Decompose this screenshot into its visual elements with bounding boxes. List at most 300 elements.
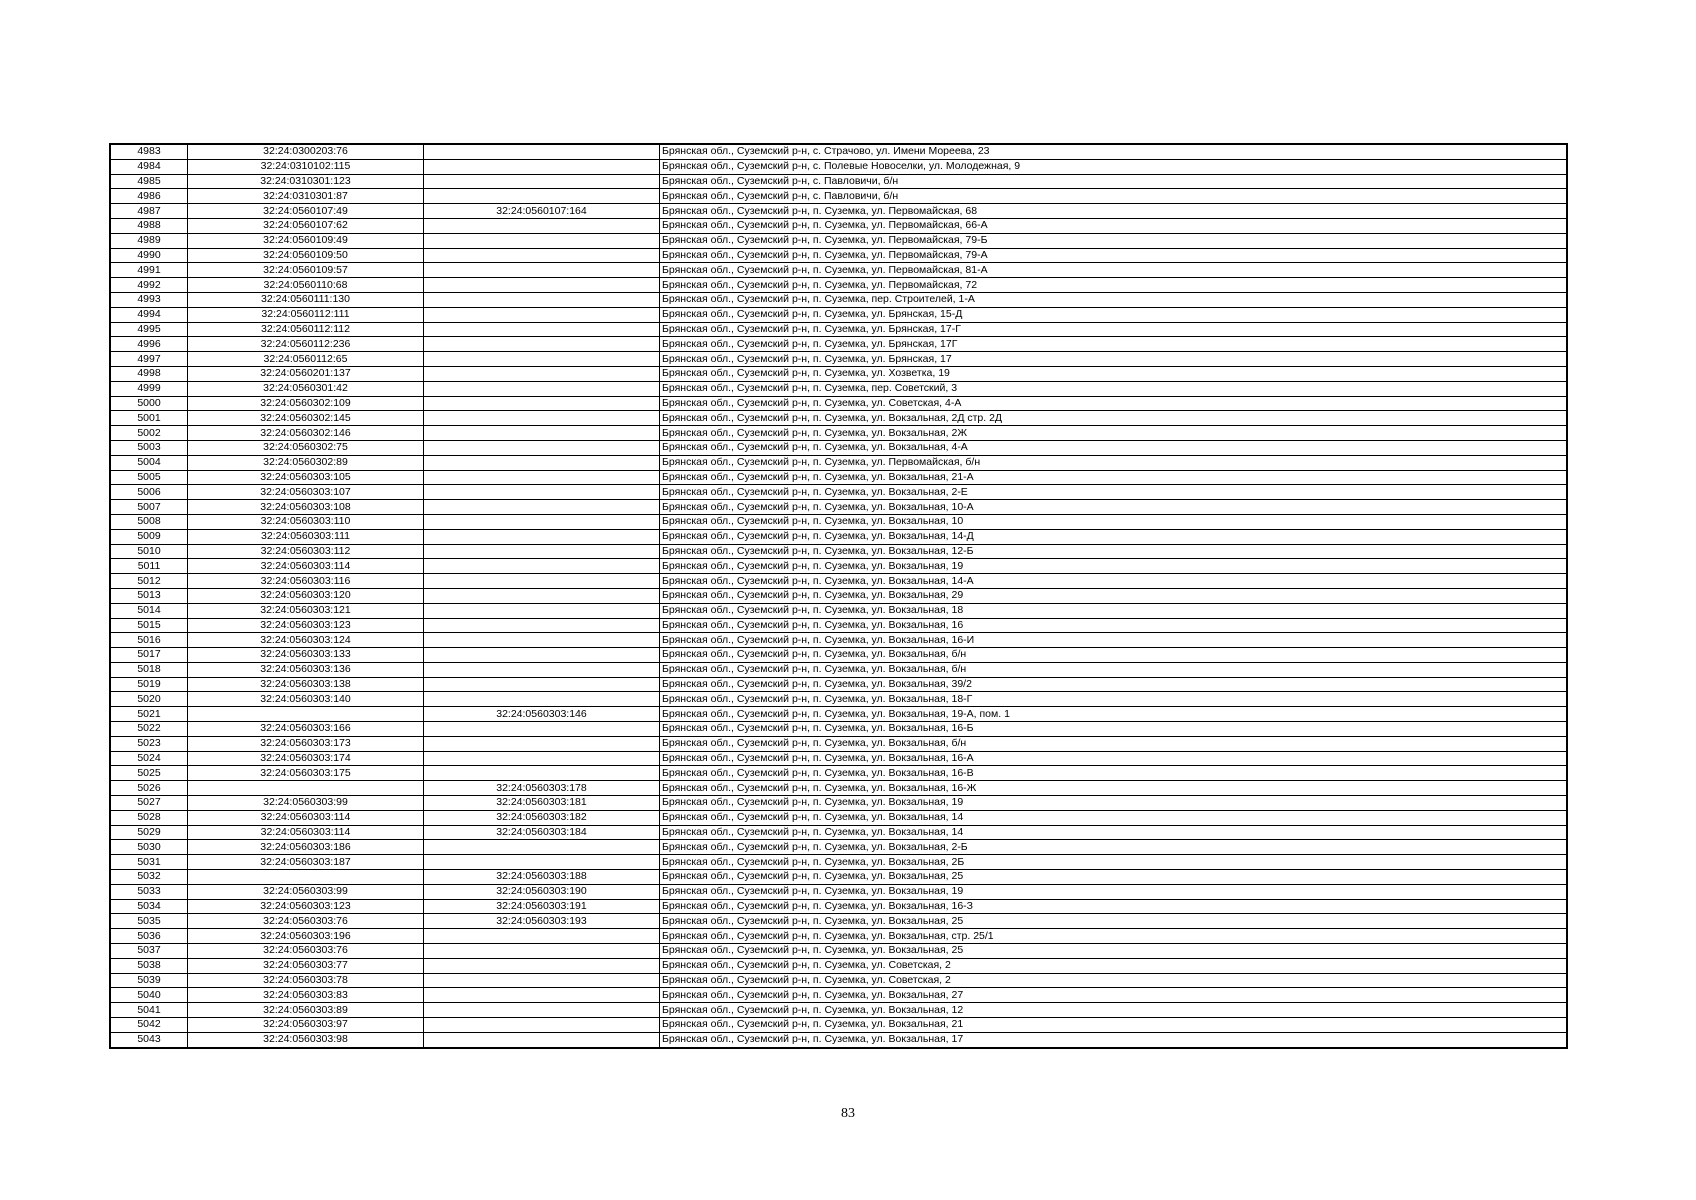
row-number-cell: 5018: [110, 662, 188, 677]
address-cell: Брянская обл., Суземский р-н, п. Суземка, ул. Вокзальная, 14-А: [660, 574, 1568, 589]
address-cell: Брянская обл., Суземский р-н, п. Суземка, ул. Вокзальная, б/н: [660, 736, 1568, 751]
table-row: [110, 677, 1567, 692]
address-cell: Брянская обл., Суземский р-н, п. Суземка, ул. Брянская, 15-Д: [660, 307, 1568, 322]
row-number-cell: 4984: [110, 159, 188, 174]
table-row: [110, 307, 1567, 322]
table-row: [110, 722, 1567, 737]
row-number-cell: 5024: [110, 751, 188, 766]
address-cell: Брянская обл., Суземский р-н, п. Суземка, ул. Вокзальная, 25: [660, 944, 1568, 959]
row-number-cell: 4994: [110, 307, 188, 322]
address-cell: Брянская обл., Суземский р-н, п. Суземка, ул. Вокзальная, 2Д стр. 2Д: [660, 411, 1568, 426]
row-number-cell: 4989: [110, 233, 188, 248]
row-number-cell: 5027: [110, 796, 188, 811]
row-number-cell: 5012: [110, 574, 188, 589]
address-cell: Брянская обл., Суземский р-н, п. Суземка, ул. Вокзальная, 39/2: [660, 677, 1568, 692]
row-number-cell: 4983: [110, 144, 188, 159]
related-cadastral-number-cell: [424, 233, 660, 248]
table-row: [110, 263, 1567, 278]
row-number-cell: 4987: [110, 204, 188, 219]
table-row: [110, 588, 1567, 603]
related-cadastral-number-cell: [424, 973, 660, 988]
cadastral-number-cell: 32:24:0560303:107: [188, 485, 424, 500]
related-cadastral-number-cell: [424, 662, 660, 677]
related-cadastral-number-cell: [424, 603, 660, 618]
cadastral-number-cell: 32:24:0560112:112: [188, 322, 424, 337]
related-cadastral-number-cell: 32:24:0560303:188: [424, 870, 660, 885]
row-number-cell: 5028: [110, 810, 188, 825]
cadastral-number-cell: 32:24:0560303:114: [188, 559, 424, 574]
table-row: [110, 189, 1567, 204]
related-cadastral-number-cell: [424, 529, 660, 544]
table-row: [110, 973, 1567, 988]
cadastral-number-cell: 32:24:0560303:108: [188, 500, 424, 515]
related-cadastral-number-cell: [424, 648, 660, 663]
related-cadastral-number-cell: [424, 485, 660, 500]
table-row: [110, 278, 1567, 293]
table-row: [110, 825, 1567, 840]
row-number-cell: 5037: [110, 944, 188, 959]
address-cell: Брянская обл., Суземский р-н, п. Суземка, пер. Советский, 3: [660, 381, 1568, 396]
cadastral-number-cell: 32:24:0560303:166: [188, 722, 424, 737]
table-row: [110, 884, 1567, 899]
address-cell: Брянская обл., Суземский р-н, п. Суземка, ул. Вокзальная, 2Ж: [660, 426, 1568, 441]
related-cadastral-number-cell: [424, 544, 660, 559]
related-cadastral-number-cell: [424, 426, 660, 441]
row-number-cell: 5002: [110, 426, 188, 441]
address-cell: Брянская обл., Суземский р-н, п. Суземка, ул. Вокзальная, 29: [660, 588, 1568, 603]
related-cadastral-number-cell: [424, 248, 660, 263]
cadastral-number-cell: 32:24:0560303:110: [188, 514, 424, 529]
row-number-cell: 5017: [110, 648, 188, 663]
table-row: [110, 366, 1567, 381]
row-number-cell: 5033: [110, 884, 188, 899]
cadastral-number-cell: 32:24:0560302:75: [188, 440, 424, 455]
cadastral-number-cell: 32:24:0560109:50: [188, 248, 424, 263]
row-number-cell: 4990: [110, 248, 188, 263]
row-number-cell: 5014: [110, 603, 188, 618]
address-cell: Брянская обл., Суземский р-н, п. Суземка, ул. Брянская, 17-Г: [660, 322, 1568, 337]
related-cadastral-number-cell: [424, 159, 660, 174]
related-cadastral-number-cell: 32:24:0560303:184: [424, 825, 660, 840]
address-cell: Брянская обл., Суземский р-н, п. Суземка, ул. Советская, 4-А: [660, 396, 1568, 411]
related-cadastral-number-cell: [424, 455, 660, 470]
related-cadastral-number-cell: 32:24:0560303:191: [424, 899, 660, 914]
related-cadastral-number-cell: 32:24:0560303:193: [424, 914, 660, 929]
table-row: [110, 559, 1567, 574]
row-number-cell: 4992: [110, 278, 188, 293]
address-cell: Брянская обл., Суземский р-н, п. Суземка, ул. Вокзальная, 2-Е: [660, 485, 1568, 500]
cadastral-number-cell: 32:24:0560302:109: [188, 396, 424, 411]
related-cadastral-number-cell: [424, 855, 660, 870]
row-number-cell: 5016: [110, 633, 188, 648]
cadastral-number-cell: 32:24:0560107:49: [188, 204, 424, 219]
address-cell: Брянская обл., Суземский р-н, п. Суземка, ул. Советская, 2: [660, 973, 1568, 988]
table-row: [110, 248, 1567, 263]
address-cell: Брянская обл., Суземский р-н, п. Суземка, ул. Вокзальная, 19: [660, 796, 1568, 811]
related-cadastral-number-cell: [424, 514, 660, 529]
cadastral-number-cell: 32:24:0560302:89: [188, 455, 424, 470]
related-cadastral-number-cell: [424, 944, 660, 959]
row-number-cell: 5022: [110, 722, 188, 737]
table-row: [110, 470, 1567, 485]
cadastral-number-cell: 32:24:0560303:114: [188, 810, 424, 825]
row-number-cell: 4993: [110, 292, 188, 307]
row-number-cell: 5023: [110, 736, 188, 751]
registry-table: [109, 143, 1568, 1049]
address-cell: Брянская обл., Суземский р-н, п. Суземка, ул. Вокзальная, 21-А: [660, 470, 1568, 485]
related-cadastral-number-cell: [424, 736, 660, 751]
address-cell: Брянская обл., Суземский р-н, п. Суземка, ул. Вокзальная, 18: [660, 603, 1568, 618]
address-cell: Брянская обл., Суземский р-н, п. Суземка, ул. Вокзальная, 18-Г: [660, 692, 1568, 707]
address-cell: Брянская обл., Суземский р-н, п. Суземка, ул. Вокзальная, 4-А: [660, 440, 1568, 455]
row-number-cell: 5005: [110, 470, 188, 485]
related-cadastral-number-cell: 32:24:0560303:146: [424, 707, 660, 722]
row-number-cell: 4998: [110, 366, 188, 381]
address-cell: Брянская обл., Суземский р-н, п. Суземка, ул. Вокзальная, 25: [660, 870, 1568, 885]
address-cell: Брянская обл., Суземский р-н, п. Суземка, ул. Вокзальная, стр. 25/1: [660, 929, 1568, 944]
related-cadastral-number-cell: [424, 263, 660, 278]
table-row: [110, 914, 1567, 929]
table-row: [110, 781, 1567, 796]
table-row: [110, 426, 1567, 441]
table-row: [110, 218, 1567, 233]
row-number-cell: 5029: [110, 825, 188, 840]
related-cadastral-number-cell: [424, 292, 660, 307]
cadastral-number-cell: 32:24:0560303:120: [188, 588, 424, 603]
address-cell: Брянская обл., Суземский р-н, с. Полевые Новоселки, ул. Молодежная, 9: [660, 159, 1568, 174]
table-row: [110, 544, 1567, 559]
row-number-cell: 5004: [110, 455, 188, 470]
address-cell: Брянская обл., Суземский р-н, п. Суземка, ул. Первомайская, 66-А: [660, 218, 1568, 233]
table-row: [110, 337, 1567, 352]
row-number-cell: 5010: [110, 544, 188, 559]
table-row: [110, 648, 1567, 663]
cadastral-number-cell: 32:24:0560107:62: [188, 218, 424, 233]
row-number-cell: 5019: [110, 677, 188, 692]
related-cadastral-number-cell: [424, 751, 660, 766]
related-cadastral-number-cell: [424, 988, 660, 1003]
table-row: [110, 603, 1567, 618]
address-cell: Брянская обл., Суземский р-н, с. Павловичи, б/н: [660, 174, 1568, 189]
related-cadastral-number-cell: 32:24:0560303:182: [424, 810, 660, 825]
related-cadastral-number-cell: [424, 574, 660, 589]
table-row: [110, 574, 1567, 589]
cadastral-number-cell: 32:24:0560303:136: [188, 662, 424, 677]
cadastral-number-cell: 32:24:0560112:111: [188, 307, 424, 322]
row-number-cell: 4999: [110, 381, 188, 396]
cadastral-number-cell: 32:24:0300203:76: [188, 144, 424, 159]
related-cadastral-number-cell: [424, 278, 660, 293]
cadastral-number-cell: 32:24:0560303:97: [188, 1018, 424, 1033]
row-number-cell: 5043: [110, 1032, 188, 1047]
row-number-cell: 5020: [110, 692, 188, 707]
table-row: [110, 514, 1567, 529]
related-cadastral-number-cell: 32:24:0560303:181: [424, 796, 660, 811]
cadastral-number-cell: 32:24:0560110:68: [188, 278, 424, 293]
address-cell: Брянская обл., Суземский р-н, п. Суземка, ул. Вокзальная, 16: [660, 618, 1568, 633]
related-cadastral-number-cell: 32:24:0560303:178: [424, 781, 660, 796]
table-row: [110, 1018, 1567, 1033]
address-cell: Брянская обл., Суземский р-н, п. Суземка, ул. Вокзальная, 16-В: [660, 766, 1568, 781]
related-cadastral-number-cell: 32:24:0560303:190: [424, 884, 660, 899]
row-number-cell: 5000: [110, 396, 188, 411]
row-number-cell: 5001: [110, 411, 188, 426]
cadastral-number-cell: 32:24:0560303:187: [188, 855, 424, 870]
address-cell: Брянская обл., Суземский р-н, п. Суземка, ул. Вокзальная, 21: [660, 1018, 1568, 1033]
cadastral-number-cell: 32:24:0560303:196: [188, 929, 424, 944]
related-cadastral-number-cell: [424, 559, 660, 574]
related-cadastral-number-cell: [424, 766, 660, 781]
address-cell: Брянская обл., Суземский р-н, п. Суземка, ул. Вокзальная, 19-А, пом. 1: [660, 707, 1568, 722]
row-number-cell: 5006: [110, 485, 188, 500]
table-row: [110, 899, 1567, 914]
address-cell: Брянская обл., Суземский р-н, п. Суземка, ул. Первомайская, 79-А: [660, 248, 1568, 263]
related-cadastral-number-cell: [424, 588, 660, 603]
table-row: [110, 944, 1567, 959]
table-row: [110, 144, 1567, 159]
cadastral-number-cell: 32:24:0560303:186: [188, 840, 424, 855]
row-number-cell: 5039: [110, 973, 188, 988]
cadastral-number-cell: 32:24:0560303:175: [188, 766, 424, 781]
cadastral-number-cell: 32:24:0560109:57: [188, 263, 424, 278]
cadastral-number-cell: 32:24:0560303:138: [188, 677, 424, 692]
cadastral-number-cell: 32:24:0560303:173: [188, 736, 424, 751]
registry-table-body: [110, 144, 1567, 1048]
table-row: [110, 322, 1567, 337]
cadastral-number-cell: 32:24:0560303:105: [188, 470, 424, 485]
cadastral-number-cell: 32:24:0560303:99: [188, 884, 424, 899]
related-cadastral-number-cell: [424, 722, 660, 737]
address-cell: Брянская обл., Суземский р-н, с. Страчово, ул. Имени Мореева, 23: [660, 144, 1568, 159]
related-cadastral-number-cell: [424, 1018, 660, 1033]
address-cell: Брянская обл., Суземский р-н, п. Суземка, ул. Первомайская, 81-А: [660, 263, 1568, 278]
related-cadastral-number-cell: [424, 381, 660, 396]
table-row: [110, 411, 1567, 426]
address-cell: Брянская обл., Суземский р-н, п. Суземка, ул. Советская, 2: [660, 958, 1568, 973]
row-number-cell: 5026: [110, 781, 188, 796]
address-cell: Брянская обл., Суземский р-н, п. Суземка, ул. Вокзальная, б/н: [660, 648, 1568, 663]
table-row: [110, 204, 1567, 219]
address-cell: Брянская обл., Суземский р-н, п. Суземка, ул. Вокзальная, 2Б: [660, 855, 1568, 870]
row-number-cell: 4985: [110, 174, 188, 189]
row-number-cell: 4991: [110, 263, 188, 278]
row-number-cell: 5034: [110, 899, 188, 914]
cadastral-number-cell: [188, 707, 424, 722]
row-number-cell: 4986: [110, 189, 188, 204]
cadastral-number-cell: 32:24:0560303:116: [188, 574, 424, 589]
cadastral-number-cell: [188, 781, 424, 796]
row-number-cell: 5011: [110, 559, 188, 574]
cadastral-number-cell: 32:24:0560303:112: [188, 544, 424, 559]
cadastral-number-cell: 32:24:0560303:121: [188, 603, 424, 618]
cadastral-number-cell: 32:24:0560303:89: [188, 1003, 424, 1018]
cadastral-number-cell: 32:24:0560109:49: [188, 233, 424, 248]
related-cadastral-number-cell: [424, 470, 660, 485]
address-cell: Брянская обл., Суземский р-н, п. Суземка, ул. Брянская, 17: [660, 352, 1568, 367]
table-row: [110, 796, 1567, 811]
row-number-cell: 4995: [110, 322, 188, 337]
table-row: [110, 159, 1567, 174]
related-cadastral-number-cell: [424, 692, 660, 707]
cadastral-number-cell: 32:24:0560303:133: [188, 648, 424, 663]
address-cell: Брянская обл., Суземский р-н, п. Суземка, ул. Хозветка, 19: [660, 366, 1568, 381]
table-row: [110, 662, 1567, 677]
address-cell: Брянская обл., Суземский р-н, п. Суземка, ул. Вокзальная, 10: [660, 514, 1568, 529]
row-number-cell: 5007: [110, 500, 188, 515]
address-cell: Брянская обл., Суземский р-н, п. Суземка, ул. Вокзальная, 16-З: [660, 899, 1568, 914]
table-row: [110, 381, 1567, 396]
address-cell: Брянская обл., Суземский р-н, п. Суземка, ул. Первомайская, 68: [660, 204, 1568, 219]
table-row: [110, 529, 1567, 544]
address-cell: Брянская обл., Суземский р-н, п. Суземка, ул. Вокзальная, 2-Б: [660, 840, 1568, 855]
table-row: [110, 633, 1567, 648]
table-row: [110, 396, 1567, 411]
table-row: [110, 736, 1567, 751]
cadastral-number-cell: 32:24:0560303:76: [188, 914, 424, 929]
row-number-cell: 5008: [110, 514, 188, 529]
row-number-cell: 5041: [110, 1003, 188, 1018]
cadastral-number-cell: 32:24:0560301:42: [188, 381, 424, 396]
cadastral-number-cell: 32:24:0560303:140: [188, 692, 424, 707]
related-cadastral-number-cell: [424, 396, 660, 411]
address-cell: Брянская обл., Суземский р-н, п. Суземка, ул. Вокзальная, б/н: [660, 662, 1568, 677]
cadastral-number-cell: 32:24:0560303:99: [188, 796, 424, 811]
address-cell: Брянская обл., Суземский р-н, п. Суземка, ул. Брянская, 17Г: [660, 337, 1568, 352]
address-cell: Брянская обл., Суземский р-н, п. Суземка, ул. Вокзальная, 12-Б: [660, 544, 1568, 559]
table-row: [110, 1003, 1567, 1018]
address-cell: Брянская обл., Суземский р-н, п. Суземка, ул. Вокзальная, 16-И: [660, 633, 1568, 648]
row-number-cell: 5021: [110, 707, 188, 722]
table-row: [110, 751, 1567, 766]
table-row: [110, 988, 1567, 1003]
address-cell: Брянская обл., Суземский р-н, п. Суземка, ул. Вокзальная, 16-Б: [660, 722, 1568, 737]
address-cell: Брянская обл., Суземский р-н, п. Суземка, ул. Вокзальная, 16-Ж: [660, 781, 1568, 796]
address-cell: Брянская обл., Суземский р-н, с. Павловичи, б/н: [660, 189, 1568, 204]
cadastral-number-cell: 32:24:0560303:78: [188, 973, 424, 988]
related-cadastral-number-cell: [424, 618, 660, 633]
table-row: [110, 500, 1567, 515]
address-cell: Брянская обл., Суземский р-н, п. Суземка, ул. Вокзальная, 16-А: [660, 751, 1568, 766]
cadastral-number-cell: 32:24:0560303:83: [188, 988, 424, 1003]
cadastral-number-cell: 32:24:0560111:130: [188, 292, 424, 307]
cadastral-number-cell: 32:24:0560303:123: [188, 618, 424, 633]
address-cell: Брянская обл., Суземский р-н, п. Суземка, пер. Строителей, 1-А: [660, 292, 1568, 307]
table-row: [110, 292, 1567, 307]
table-row: [110, 174, 1567, 189]
related-cadastral-number-cell: [424, 500, 660, 515]
table-row: [110, 870, 1567, 885]
address-cell: Брянская обл., Суземский р-н, п. Суземка, ул. Первомайская, 72: [660, 278, 1568, 293]
address-cell: Брянская обл., Суземский р-н, п. Суземка, ул. Вокзальная, 27: [660, 988, 1568, 1003]
cadastral-number-cell: [188, 870, 424, 885]
cadastral-number-cell: 32:24:0310301:87: [188, 189, 424, 204]
related-cadastral-number-cell: [424, 1032, 660, 1047]
address-cell: Брянская обл., Суземский р-н, п. Суземка, ул. Вокзальная, 10-А: [660, 500, 1568, 515]
cadastral-number-cell: 32:24:0560303:123: [188, 899, 424, 914]
table-row: [110, 1032, 1567, 1047]
address-cell: Брянская обл., Суземский р-н, п. Суземка, ул. Первомайская, 79-Б: [660, 233, 1568, 248]
row-number-cell: 5030: [110, 840, 188, 855]
address-cell: Брянская обл., Суземский р-н, п. Суземка, ул. Вокзальная, 12: [660, 1003, 1568, 1018]
row-number-cell: 4997: [110, 352, 188, 367]
related-cadastral-number-cell: [424, 440, 660, 455]
related-cadastral-number-cell: [424, 366, 660, 381]
cadastral-number-cell: 32:24:0560302:145: [188, 411, 424, 426]
related-cadastral-number-cell: [424, 174, 660, 189]
row-number-cell: 4988: [110, 218, 188, 233]
cadastral-number-cell: 32:24:0560112:65: [188, 352, 424, 367]
table-row: [110, 840, 1567, 855]
cadastral-number-cell: 32:24:0560303:124: [188, 633, 424, 648]
table-row: [110, 707, 1567, 722]
related-cadastral-number-cell: [424, 677, 660, 692]
row-number-cell: 5035: [110, 914, 188, 929]
row-number-cell: 5036: [110, 929, 188, 944]
related-cadastral-number-cell: [424, 307, 660, 322]
cadastral-number-cell: 32:24:0560303:114: [188, 825, 424, 840]
table-row: [110, 855, 1567, 870]
page-number: 83: [841, 1106, 855, 1121]
cadastral-number-cell: 32:24:0560201:137: [188, 366, 424, 381]
address-cell: Брянская обл., Суземский р-н, п. Суземка, ул. Первомайская, б/н: [660, 455, 1568, 470]
table-row: [110, 485, 1567, 500]
cadastral-number-cell: 32:24:0560303:111: [188, 529, 424, 544]
related-cadastral-number-cell: [424, 958, 660, 973]
cadastral-number-cell: 32:24:0310301:123: [188, 174, 424, 189]
address-cell: Брянская обл., Суземский р-н, п. Суземка, ул. Вокзальная, 14: [660, 825, 1568, 840]
table-row: [110, 929, 1567, 944]
table-row: [110, 766, 1567, 781]
address-cell: Брянская обл., Суземский р-н, п. Суземка, ул. Вокзальная, 14: [660, 810, 1568, 825]
related-cadastral-number-cell: [424, 411, 660, 426]
related-cadastral-number-cell: [424, 840, 660, 855]
row-number-cell: 5025: [110, 766, 188, 781]
related-cadastral-number-cell: [424, 352, 660, 367]
table-row: [110, 233, 1567, 248]
address-cell: Брянская обл., Суземский р-н, п. Суземка, ул. Вокзальная, 25: [660, 914, 1568, 929]
address-cell: Брянская обл., Суземский р-н, п. Суземка, ул. Вокзальная, 14-Д: [660, 529, 1568, 544]
row-number-cell: 5015: [110, 618, 188, 633]
cadastral-number-cell: 32:24:0310102:115: [188, 159, 424, 174]
row-number-cell: 5031: [110, 855, 188, 870]
related-cadastral-number-cell: [424, 633, 660, 648]
related-cadastral-number-cell: [424, 322, 660, 337]
row-number-cell: 5013: [110, 588, 188, 603]
cadastral-number-cell: 32:24:0560303:77: [188, 958, 424, 973]
cadastral-number-cell: 32:24:0560303:98: [188, 1032, 424, 1047]
related-cadastral-number-cell: [424, 929, 660, 944]
row-number-cell: 4996: [110, 337, 188, 352]
address-cell: Брянская обл., Суземский р-н, п. Суземка, ул. Вокзальная, 19: [660, 884, 1568, 899]
row-number-cell: 5032: [110, 870, 188, 885]
cadastral-number-cell: 32:24:0560302:146: [188, 426, 424, 441]
related-cadastral-number-cell: [424, 218, 660, 233]
table-row: [110, 618, 1567, 633]
related-cadastral-number-cell: [424, 1003, 660, 1018]
table-row: [110, 455, 1567, 470]
table-row: [110, 958, 1567, 973]
table-row: [110, 810, 1567, 825]
related-cadastral-number-cell: [424, 144, 660, 159]
related-cadastral-number-cell: [424, 337, 660, 352]
row-number-cell: 5003: [110, 440, 188, 455]
cadastral-number-cell: 32:24:0560303:174: [188, 751, 424, 766]
row-number-cell: 5040: [110, 988, 188, 1003]
table-row: [110, 440, 1567, 455]
cadastral-number-cell: 32:24:0560303:76: [188, 944, 424, 959]
cadastral-number-cell: 32:24:0560112:236: [188, 337, 424, 352]
table-row: [110, 692, 1567, 707]
